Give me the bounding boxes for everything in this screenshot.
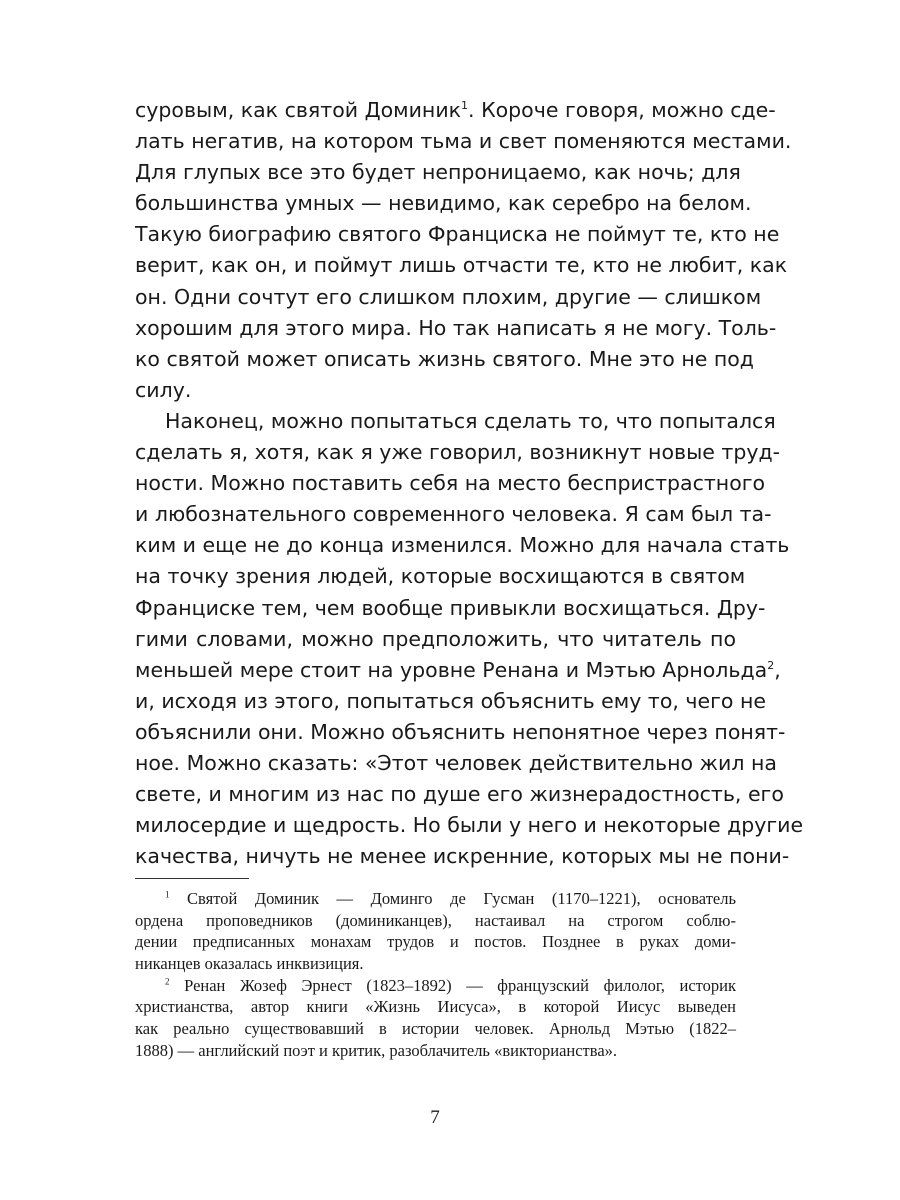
text-line: силу.	[135, 377, 192, 402]
text-line: и любознательного современного человека. Я сам был та-	[135, 502, 772, 527]
footnote-line: христианства, автор книги «Жизнь Иисуса», в которой Иисус выведен	[135, 997, 736, 1017]
text-line: на точку зрения людей, которые восхищаются в святом	[135, 564, 746, 589]
text-line: Такую биографию святого Франциска не поймут те, кто не	[135, 222, 780, 247]
text-line: Наконец, можно попытаться сделать то, что попытался	[165, 408, 776, 433]
text-line: большинства умных — невидимо, как серебро на белом.	[135, 191, 752, 216]
text-line: он. Одни сочтут его слишком плохим, другие — слишком	[135, 284, 762, 309]
text-line: ким и еще не до конца изменился. Можно для начала стать	[135, 533, 790, 558]
text-line: верит, как он, и поймут лишь отчасти те, кто не любит, как	[135, 253, 788, 278]
footnote-ref: 1	[461, 99, 469, 113]
text-line: ное. Можно сказать: «Этот человек действительно жил на	[135, 750, 777, 775]
footnote-line: никанцев оказалась инквизиция.	[135, 954, 364, 974]
text-line: ко святой может описать жизнь святого. Мне это не под	[135, 346, 754, 371]
page-number: 7	[430, 1107, 440, 1128]
text-line: Франциске тем, чем вообще привыкли восхищаться. Дру-	[135, 595, 766, 620]
text-line: гими словами, можно предположить, что читатель по	[135, 626, 736, 651]
body-text	[135, 95, 804, 872]
text-line: суровым, как святой Доминик$^1$. Короче говоря, можно сде-	[135, 98, 776, 122]
footnote-ref: 2	[767, 658, 775, 672]
footnote-marker: 2	[165, 976, 170, 987]
text-line: меньшей мере стоит на уровне Ренана и Мэтью Арнольда$^2$,	[135, 657, 781, 682]
footnote-marker: 1	[165, 889, 170, 900]
text-line: объяснили они. Можно объяснить непонятное через понят-	[135, 719, 786, 744]
footnote-line: $^1$ Святой Доминик — Доминго де Гусман (1170–1221), основатель	[165, 889, 736, 908]
text-line: и, исходя из этого, попытаться объяснить ему то, чего не	[135, 688, 766, 713]
footnote-line: $^2$ Ренан Жозеф Эрнест (1823–1892) — французский филолог, историк	[165, 975, 736, 995]
footnote-divider	[135, 878, 249, 879]
text-line: хорошим для этого мира. Но так написать я не могу. Толь-	[135, 315, 777, 340]
text-line: сделать я, хотя, как я уже говорил, возникнут новые труд-	[135, 440, 781, 465]
footnote-line: ордена проповедников (доминиканцев), настаивал на строгом соблю-	[135, 910, 736, 930]
text-line: ности. Можно поставить себя на место беспристрастного	[135, 471, 766, 496]
text-line: лать негатив, на котором тьма и свет поменяются местами.	[135, 129, 792, 154]
text-line: милосердие и щедрость. Но были у него и некоторые другие	[135, 813, 804, 838]
text-line: качества, ничуть не менее искренние, которых мы не пони-	[135, 844, 790, 869]
text-line: Для глупых все это будет непроницаемо, как ночь; для	[135, 160, 741, 185]
footnotes	[135, 888, 736, 1062]
footnote-line: 1888) — английский поэт и критик, разоблачитель «викторианства».	[135, 1040, 618, 1060]
footnote-line: как реально существовавший в истории человек. Арнольд Мэтью (1822–	[135, 1019, 736, 1039]
footnote-line: дении предписанных монахам трудов и постов. Позднее в руках доми-	[135, 932, 736, 952]
text-line: свете, и многим из нас по душе его жизнерадостность, его	[135, 782, 784, 807]
